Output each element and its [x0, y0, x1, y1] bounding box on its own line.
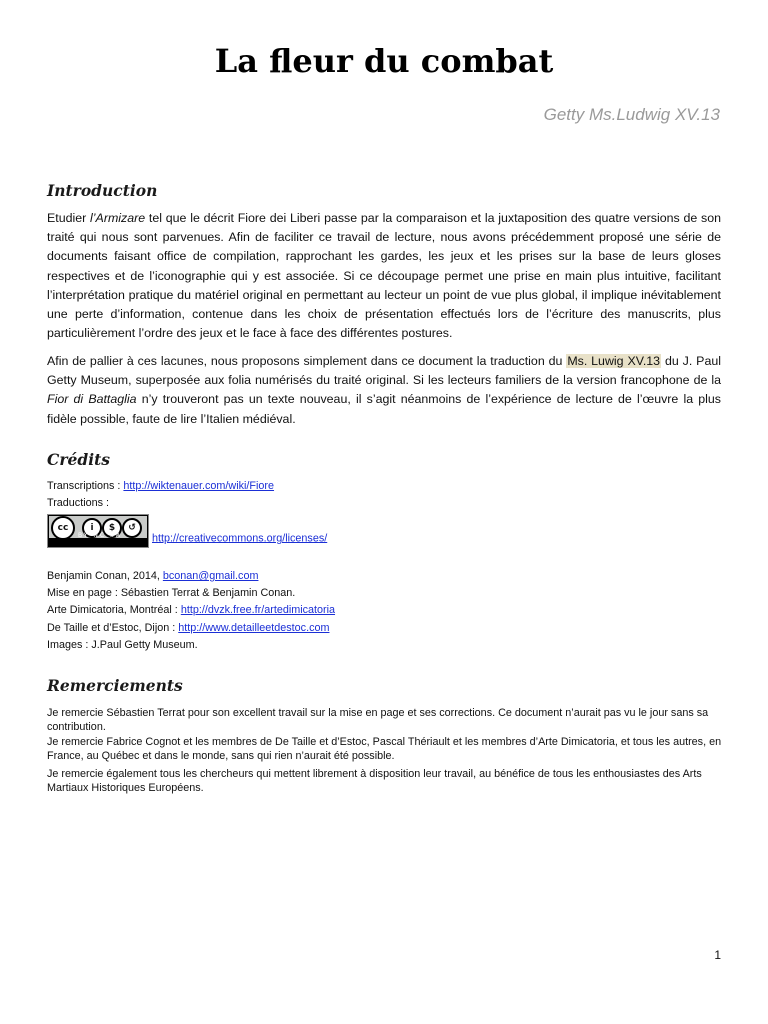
text-span: Afin de pallier à ces lacunes, nous proposons simplement dans ce document la traduction du: [47, 354, 567, 368]
text-span: Etudier: [47, 211, 91, 225]
emphasis-fior-di-battaglia: Fior di Battaglia: [47, 392, 137, 407]
credits-transcriptions-line: [47, 478, 727, 496]
dte-label: De Taille et d’Estoc, Dijon :: [47, 622, 179, 634]
emphasis-armizare: l’Armizare: [90, 211, 146, 225]
wiktenauer-link[interactable]: http://wiktenauer.com/wiki/Fiore: [123, 480, 275, 492]
highlighted-manuscript-ref: Ms. Luwig XV.13: [567, 354, 661, 368]
detailleetdestoc-link[interactable]: http://www.detailleetdestoc.com: [178, 622, 330, 634]
document-title: La fleur du combat: [214, 42, 554, 80]
by-icon: i: [82, 518, 102, 538]
page-number: 1: [714, 948, 721, 962]
cc-badge-label: BY NC SA: [78, 532, 122, 540]
author-label: Benjamin Conan, 2014,: [47, 570, 163, 582]
transcriptions-label: Transcriptions :: [47, 480, 124, 492]
credits-images-line: Images : J.Paul Getty Museum.: [47, 639, 198, 651]
credits-traductions-line: Traductions :: [47, 497, 110, 509]
introduction-paragraph-2: [47, 352, 721, 429]
credits-cc-line: [47, 514, 727, 548]
creative-commons-badge: [47, 514, 149, 548]
credits-layout-line: Mise en page : Sébastien Terrat & Benjamin Conan.: [47, 587, 296, 599]
credits-dte-line: [47, 620, 727, 638]
arte-label: Arte Dimicatoria, Montréal :: [47, 604, 181, 616]
text-span: du J. Paul Getty Museum, superposée aux folia numérisés du traité original. Si les lecteurs familiers de la version francophone de la: [47, 354, 721, 388]
nc-icon: $: [102, 518, 122, 538]
thanks-paragraph-3: Je remercie également tous les chercheurs qui mettent librement à disposition leur travail, au bénéfice de tous les enthousiastes des Arts Martiaux Historiques Européens.: [47, 768, 702, 795]
text-span: n’y trouveront pas un texte nouveau, il s’agit néanmoins de l’expérience de lecture de l’œuvre la plus fidèle possible, faute de lire l’Italien médiéval.: [47, 392, 722, 426]
thanks-heading: Remerciements: [47, 676, 183, 695]
document-subtitle: Getty Ms.Ludwig XV.13: [543, 105, 720, 124]
thanks-paragraph-2: Je remercie Fabrice Cognot et les membres de De Taille et d’Estoc, Pascal Thériault et les membres d’Arte Dimicatoria, et tous les autres, en France, au Québec et dans le monde, sans qui rien n’aurait été possible.: [47, 736, 722, 763]
credits-arte-line: [47, 602, 727, 620]
introduction-heading: Introduction: [47, 181, 158, 200]
sa-icon: ↺: [122, 518, 142, 538]
author-email-link[interactable]: bconan@gmail.com: [162, 570, 259, 582]
introduction-paragraph-1: [47, 209, 721, 343]
thanks-paragraph-1: Je remercie Sébastien Terrat pour son excellent travail sur la mise en page et ses corrections. Ce document n’aurait pas vu le jour sans sa contribution.: [47, 707, 709, 734]
credits-heading: Crédits: [47, 450, 110, 469]
creative-commons-link[interactable]: http://creativecommons.org/licenses/: [152, 532, 328, 545]
credits-author-line: [47, 568, 727, 586]
arte-dimicatoria-link[interactable]: http://dvzk.free.fr/artedimicatoria: [180, 604, 336, 616]
text-span: tel que le décrit Fiore dei Liberi passe par la comparaison et la juxtaposition des quatre versions de son traité qui nous sont parvenues. Afin de faciliter ce travail de lecture, nous avons précédemment proposé une série de documents faisant office de compilation, rapprochant les gardes, les jeux et les prises sur la base de leurs gloses respectives et de l’iconographie qui y est associée. Si ce découpage permet une prise en main plus intuitive, facilitant l’interprétation pratique du matériel original en permettant au lecteur un point de vue plus global, il implique inévitablement une perte d’information, contenue dans les choix de présentation effectués lors de l’écriture des manuscrits, plus particulièrement l’ordre des jeux et le face à face des différentes postures.: [47, 211, 722, 341]
cc-icon: cc: [51, 516, 75, 540]
